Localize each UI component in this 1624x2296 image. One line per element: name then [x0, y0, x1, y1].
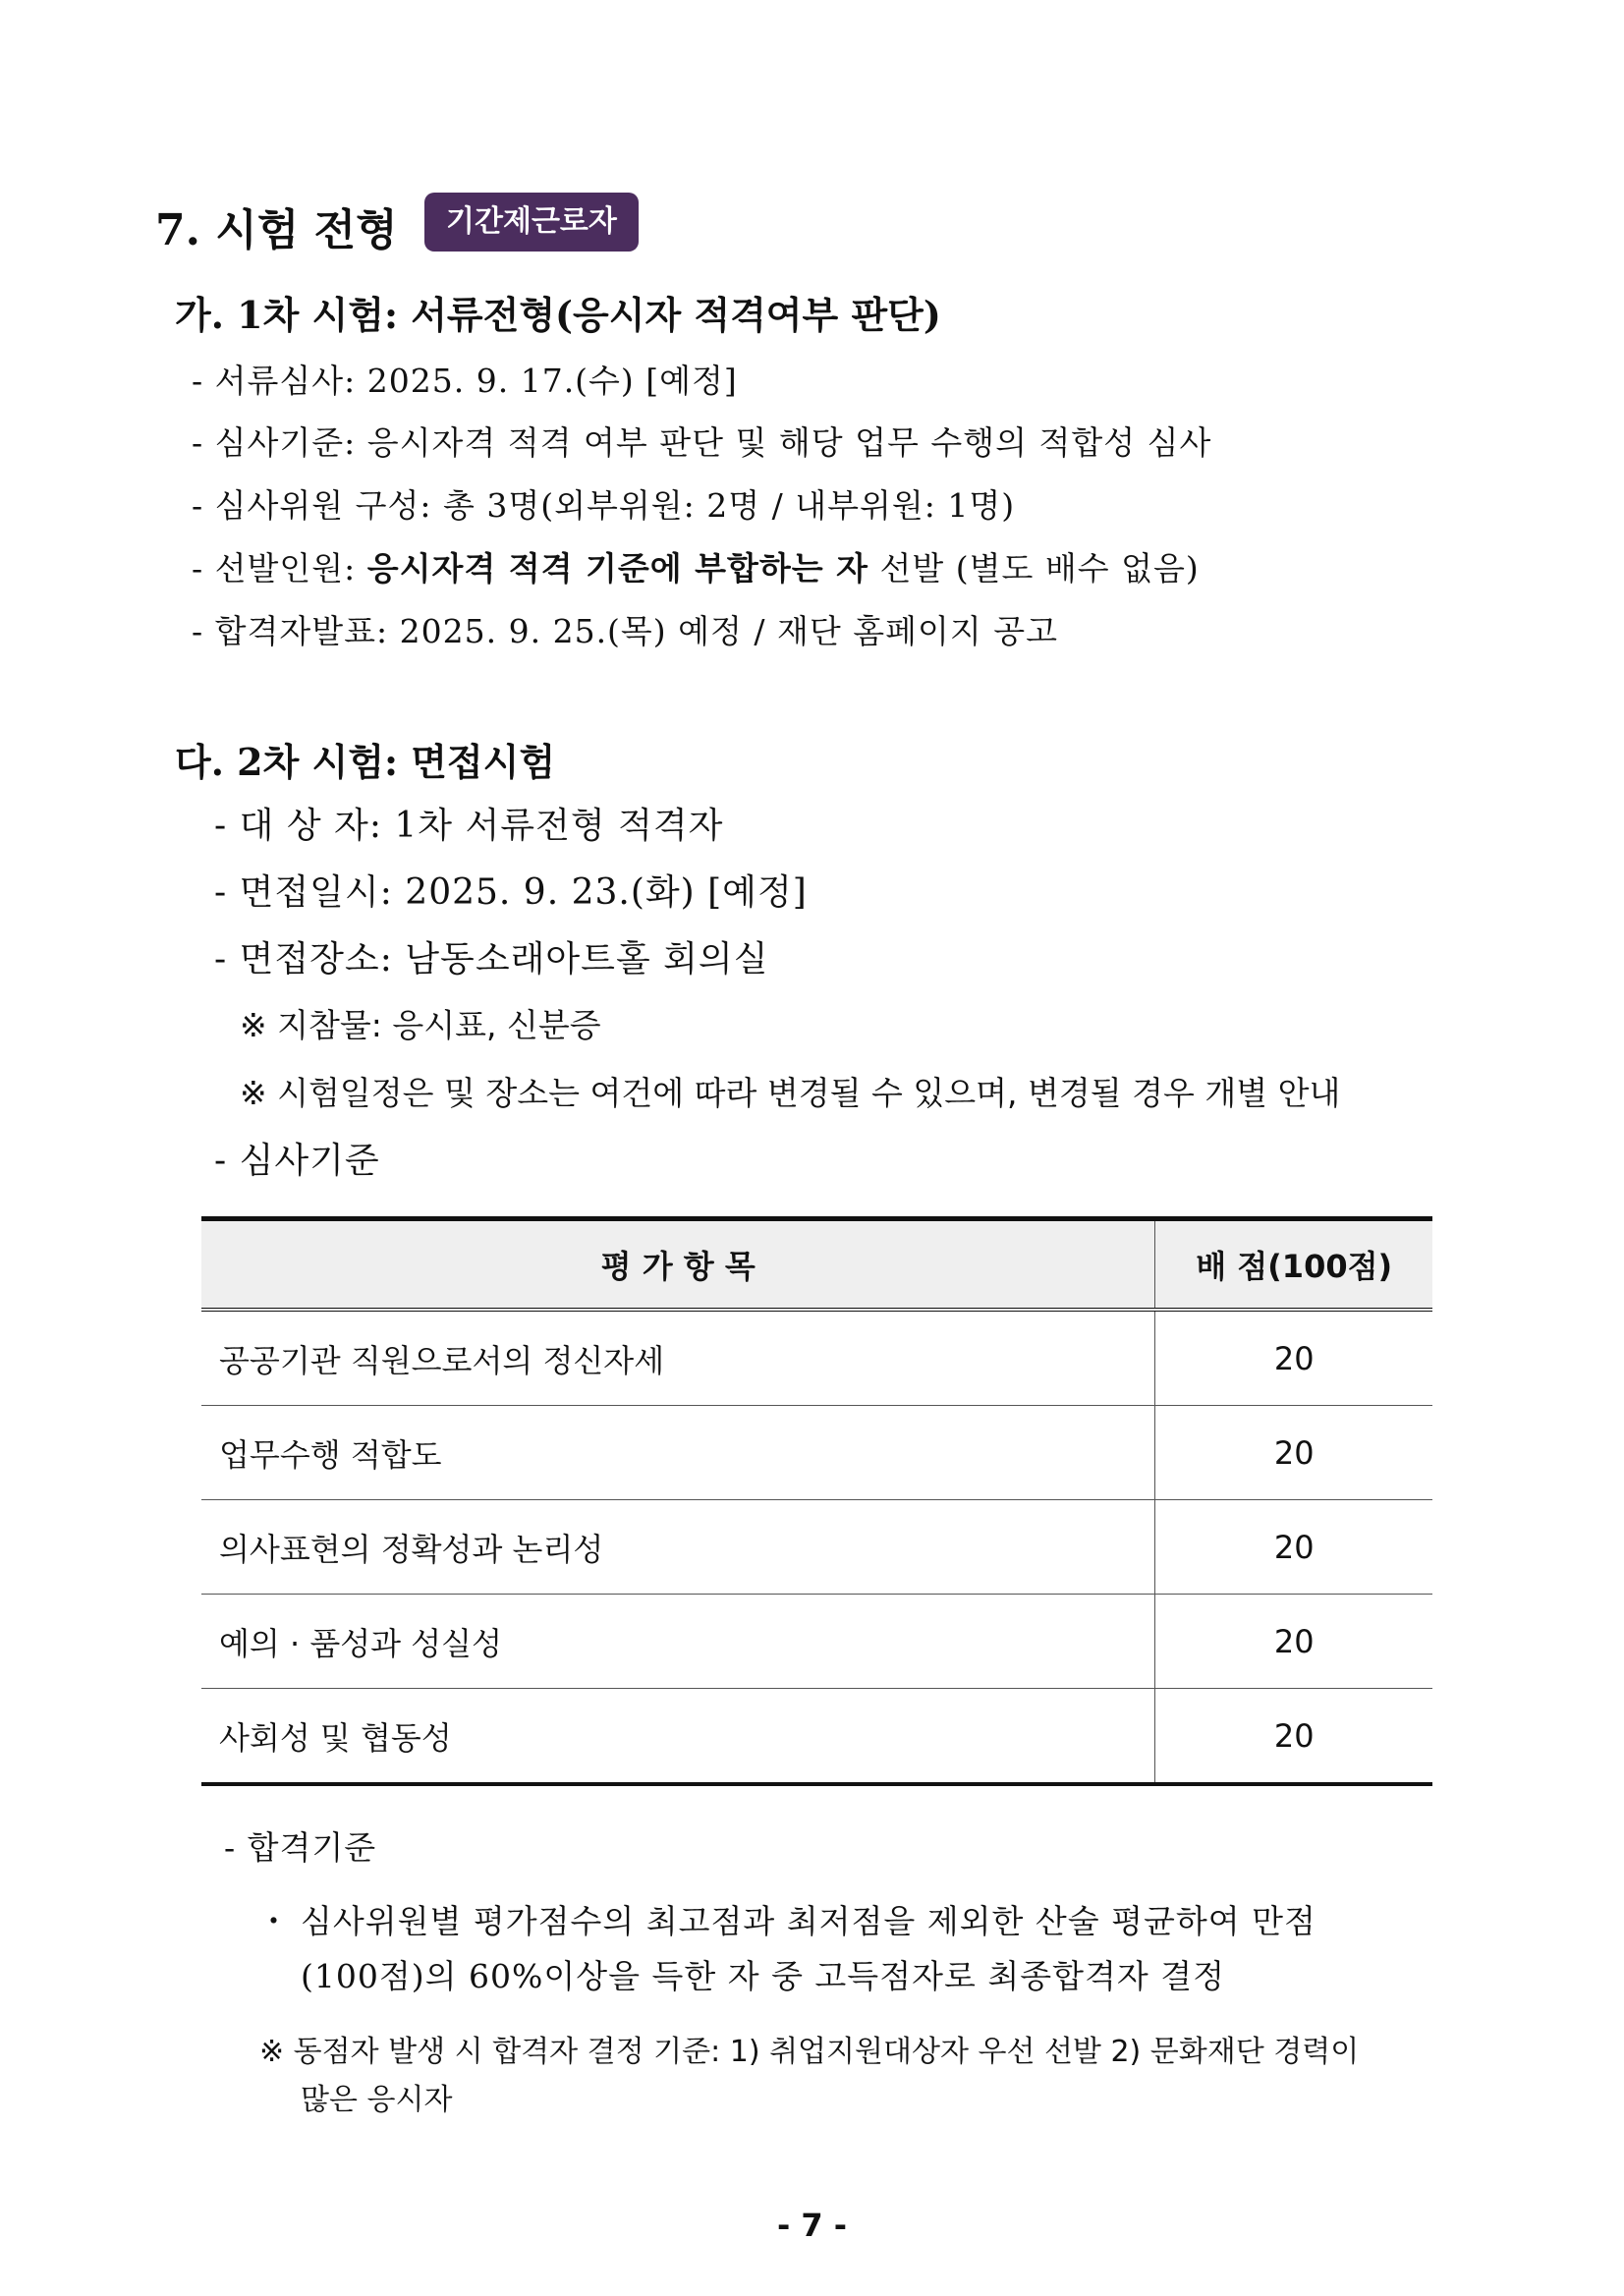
criterion-name: 의사표현의 정확성과 논리성 [201, 1500, 1155, 1595]
stage1-item: - 심사위원 구성: 총 3명(외부위원: 2명 / 내부위원: 1명) [192, 486, 1016, 525]
header-item: 평 가 항 목 [201, 1219, 1155, 1311]
table-header-row [201, 1219, 1432, 1311]
selection-prefix: - 선발인원: [192, 549, 367, 588]
section-title: 7. 시험 전형 [155, 205, 398, 255]
table-row [201, 1595, 1432, 1689]
selection-bold: 응시자격 적격 기준에 부합하는 자 [366, 549, 869, 588]
criterion-name: 업무수행 적합도 [201, 1406, 1155, 1500]
passing-rule-cont: (100점)의 60%이상을 득한 자 중 고득점자로 최종합격자 결정 [301, 1957, 1225, 1995]
page-number: - 7 - [776, 2207, 848, 2244]
passing-label: - 합격기준 [224, 1828, 377, 1867]
criterion-score: 20 [1155, 1310, 1432, 1406]
stage2-note: ※ 시험일정은 및 장소는 여건에 따라 변경될 수 있으며, 변경될 경우 개별 안내 [240, 1074, 1341, 1112]
table-row [201, 1500, 1432, 1595]
stage1-item: - 서류심사: 2025. 9. 17.(수) [예정] [192, 362, 738, 400]
criterion-name: 사회성 및 협동성 [201, 1689, 1155, 1785]
category-badge: 기간제근로자 [424, 193, 639, 252]
stage2-item: - 면접일시: 2025. 9. 23.(화) [예정] [214, 872, 808, 913]
criteria-label: - 심사기준 [214, 1141, 380, 1181]
criterion-score: 20 [1155, 1406, 1432, 1500]
header-score: 배 점(100점) [1155, 1219, 1432, 1311]
stage2-item: - 대 상 자: 1차 서류전형 적격자 [214, 806, 724, 846]
criterion-score: 20 [1155, 1595, 1432, 1689]
stage2-item: - 면접장소: 남동소래아트홀 회의실 [214, 939, 769, 980]
table-row [201, 1689, 1432, 1785]
criteria-table [201, 1216, 1432, 1786]
selection-suffix: 선발 (별도 배수 없음) [868, 549, 1200, 588]
table-row [201, 1406, 1432, 1500]
stage1-selection [192, 543, 1200, 589]
criterion-name: 공공기관 직원으로서의 정신자세 [201, 1310, 1155, 1406]
criterion-score: 20 [1155, 1500, 1432, 1595]
stage1-heading: 가. 1차 시험: 서류전형(응시자 적격여부 판단) [175, 293, 941, 337]
criterion-score: 20 [1155, 1689, 1432, 1785]
bullet-icon: ・ [257, 1902, 291, 1940]
passing-rule: 심사위원별 평가점수의 최고점과 최저점을 제외한 산술 평균하여 만점 [301, 1902, 1316, 1940]
tie-rule-cont: 많은 응시자 [301, 2083, 453, 2117]
table-row [201, 1310, 1432, 1406]
criterion-name: 예의 · 품성과 성실성 [201, 1595, 1155, 1689]
stage2-note: ※ 지참물: 응시표, 신분증 [240, 1006, 601, 1044]
stage1-item: - 심사기준: 응시자격 적격 여부 판단 및 해당 업무 수행의 적합성 심사 [192, 423, 1212, 462]
stage2-heading: 다. 2차 시험: 면접시험 [175, 740, 556, 784]
tie-rule: ※ 동점자 발생 시 합격자 결정 기준: 1) 취업지원대상자 우선 선발 2) 문화재단 경력이 [259, 2035, 1360, 2069]
stage1-item: - 합격자발표: 2025. 9. 25.(목) 예정 / 재단 홈페이지 공고 [192, 612, 1059, 650]
